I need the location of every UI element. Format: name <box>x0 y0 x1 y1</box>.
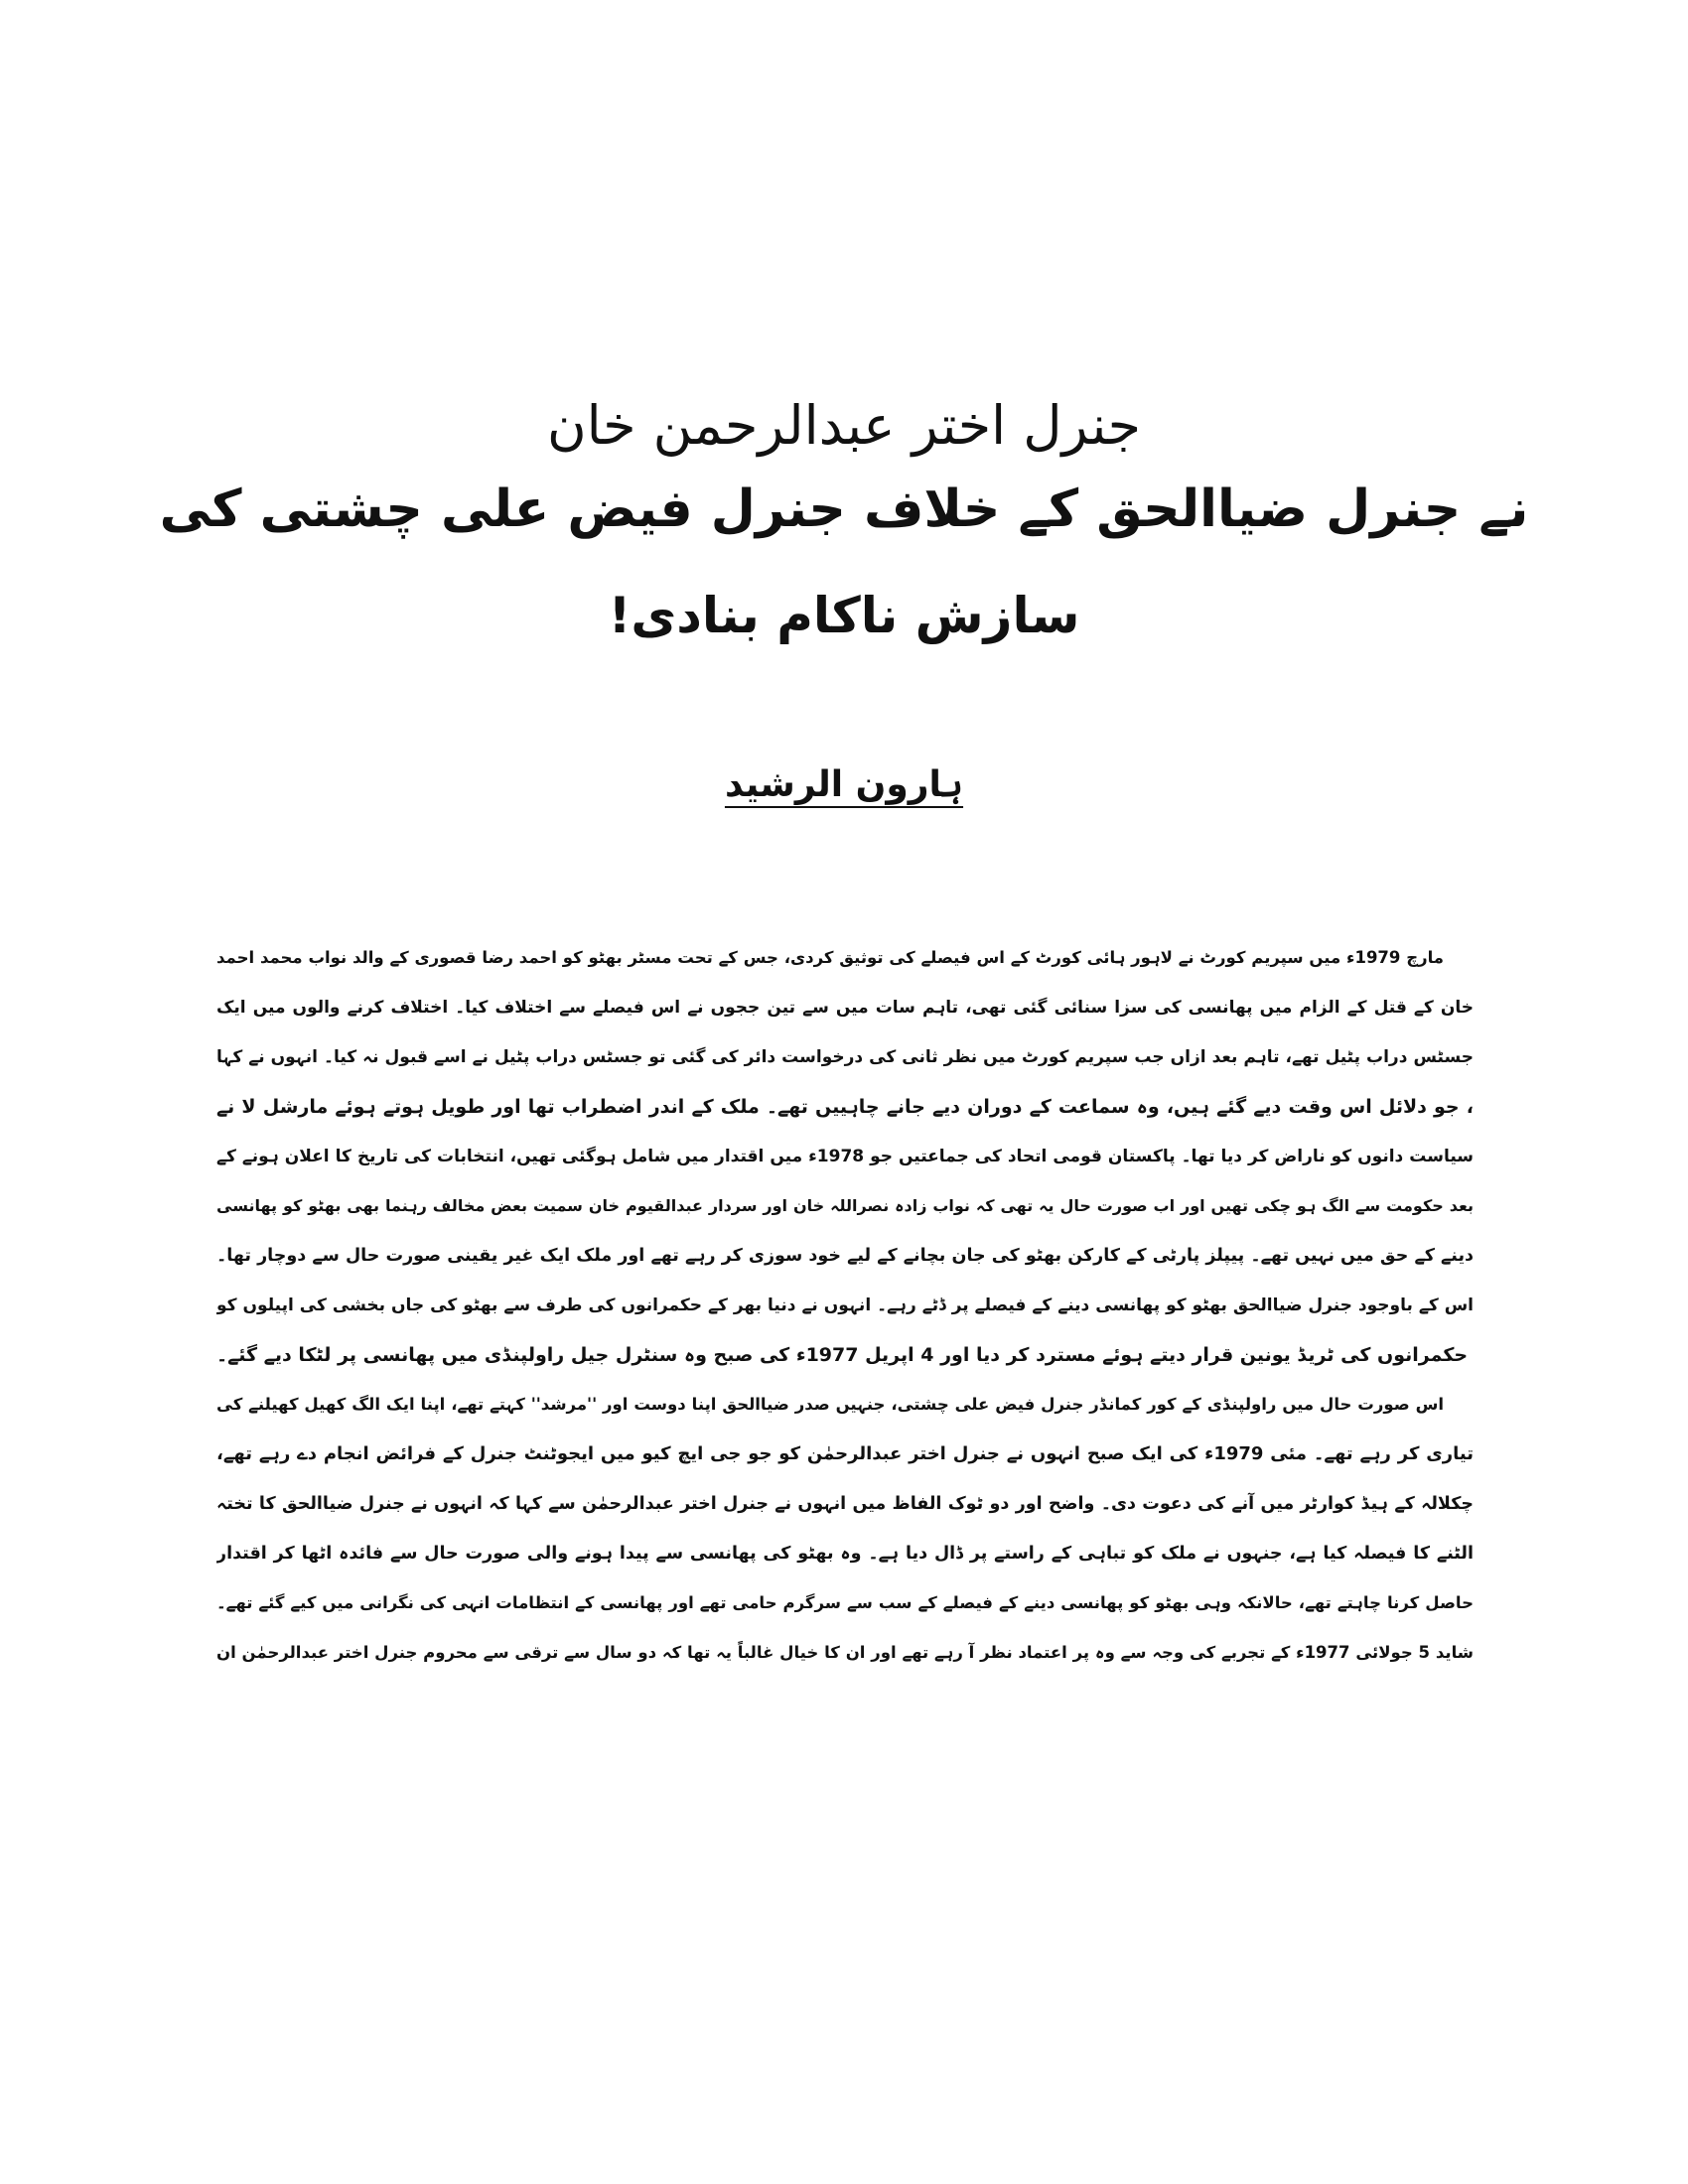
title-line-2: نے جنرل ضیاالحق کے خلاف جنرل فیض علی چشتی کی <box>159 479 1529 539</box>
title-line-3: سازش ناکام بنادی! <box>608 587 1080 644</box>
article-title <box>0 387 1688 663</box>
body-line: حاصل کرنا چاہتے تھے، حالانکہ وہی بھٹو کو پھانسی دینے کے فیصلے کے سب سے سرگرم حامی تھے اور پھانسی کے انتظامات انہی کی نگرانی میں کیے گئے تھے۔ <box>216 1593 1474 1612</box>
body-line: اس صورت حال میں راولپنڈی کے کور کمانڈر جنرل فیض علی چشتی، جنہیں صدر ضیاالحق اپنا دوست اور ''مرشد'' کہتے تھے، اپنا ایک الگ کھیل کھیلنے کی <box>216 1395 1444 1414</box>
body-line: خان کے قتل کے الزام میں پھانسی کی سزا سنائی گئی تھی، تاہم سات میں سے تین ججوں نے اس فیصلے سے اختلاف کیا۔ اختلاف کرنے والوں میں ایک <box>216 998 1474 1018</box>
title-line-1: جنرل اختر عبدالرحمن خان <box>547 394 1141 457</box>
body-line: تیاری کر رہے تھے۔ مئی 1979ء کی ایک صبح انہوں نے جنرل اختر عبدالرحمٰن کو جو جی ایچ کیو میں ایجوٹنٹ جنرل کے فرائض انجام دے رہے تھے، <box>216 1443 1474 1464</box>
body-line: اس کے باوجود جنرل ضیاالحق بھٹو کو پھانسی دینے کے فیصلے پر ڈٹے رہے۔ انہوں نے دنیا بھر کے حکمرانوں کی طرف سے بھٹو کی جاں بخشی کی اپیلوں کو <box>216 1296 1474 1315</box>
body-line: الٹنے کا فیصلہ کیا ہے، جنہوں نے ملک کو تباہی کے راستے پر ڈال دیا ہے۔ وہ بھٹو کی پھانسی سے پیدا ہونے والی صورت حال سے فائدہ اٹھا کر اقتدار <box>216 1544 1474 1564</box>
body-line: ، جو دلائل اس وقت دیے گئے ہیں، وہ سماعت کے دوران دیے جانے چاہییں تھے۔ ملک کے اندر اضطراب تھا اور طویل ہوتے ہوئے مارشل لا نے <box>216 1096 1474 1118</box>
body-line: جسٹس دراب پٹیل تھے، تاہم بعد ازاں جب سپریم کورٹ میں نظر ثانی کی درخواست دائر کی گئی تو جسٹس دراب پٹیل نے اسے قبول نہ کیا۔ انہوں نے کہا <box>216 1047 1474 1067</box>
article-body <box>216 933 1474 1678</box>
body-line: شاید 5 جولائی 1977ء کے تجربے کی وجہ سے وہ پر اعتماد نظر آ رہے تھے اور ان کا خیال غالباً یہ تھا کہ دو سال سے ترقی سے محروم جنرل اختر عبدالرحمٰن ان <box>216 1643 1474 1662</box>
author-byline <box>0 764 1688 805</box>
body-line: حکمرانوں کی ٹریڈ یونین قرار دیتے ہوئے مسترد کر دیا اور 4 اپریل 1977ء کی صبح وہ سنٹرل جیل راولپنڈی میں پھانسی پر لٹکا دیے گئے۔ <box>216 1344 1469 1366</box>
body-line: بعد حکومت سے الگ ہو چکی تھیں اور اب صورت حال یہ تھی کہ نواب زادہ نصراللہ خان اور سردار عبدالقیوم خان سمیت بعض مخالف رہنما بھی بھٹو کو پھانسی <box>216 1196 1474 1215</box>
body-line: دینے کے حق میں نہیں تھے۔ پیپلز پارٹی کے کارکن بھٹو کی جان بچانے کے لیے خود سوزی کر رہے تھے اور ملک ایک غیر یقینی صورت حال سے دوچار تھا۔ <box>216 1246 1474 1266</box>
body-line: چکلالہ کے ہیڈ کوارٹر میں آنے کی دعوت دی۔ واضح اور دو ٹوک الفاظ میں انہوں نے جنرل اختر عبدالرحمٰن سے کہا کہ انہوں نے جنرل ضیاالحق کا تختہ <box>216 1494 1474 1514</box>
body-line: مارچ 1979ء میں سپریم کورٹ نے لاہور ہائی کورٹ کے اس فیصلے کی توثیق کردی، جس کے تحت مسٹر بھٹو کو احمد رضا قصوری کے والد نواب محمد احمد <box>216 948 1445 967</box>
author-name: ہارون الرشید <box>724 764 964 805</box>
body-line: سیاست دانوں کو ناراض کر دیا تھا۔ پاکستان قومی اتحاد کی جماعتیں جو 1978ء میں اقتدار میں شامل ہوگئی تھیں، انتخابات کی تاریخ کا اعلان ہونے کے <box>216 1147 1474 1166</box>
